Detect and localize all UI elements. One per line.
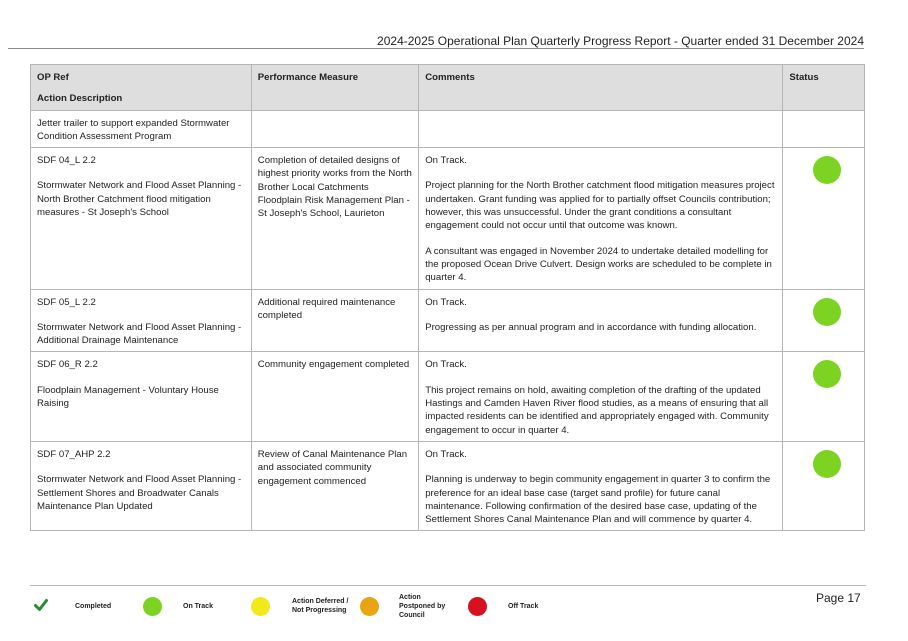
legend-deferred-icon <box>251 597 270 616</box>
legend-on-track-icon <box>143 597 162 616</box>
footer-divider <box>30 585 866 586</box>
col-header-performance-measure: Performance Measure <box>251 65 418 111</box>
action-description: Stormwater Network and Flood Asset Planning - Additional Drainage Maintenance <box>37 321 242 347</box>
on-track-status-icon <box>813 156 841 184</box>
performance-measure: Review of Canal Maintenance Plan and associated community engagement commenced <box>251 441 418 530</box>
on-track-status-icon <box>813 450 841 478</box>
status-cell <box>783 289 865 352</box>
performance-measure: Additional required maintenance completed <box>251 289 418 352</box>
legend-off-track-label: Off Track <box>508 603 539 610</box>
op-ref: SDF 07_AHP 2.2 <box>37 448 111 460</box>
legend-postponed-label: Action Postponed by Council <box>399 594 446 619</box>
legend-postponed-icon <box>360 597 379 616</box>
comment-status: On Track. <box>425 155 467 167</box>
status-cell <box>783 352 865 441</box>
legend-on-track-label: On Track <box>183 603 213 610</box>
action-cell <box>31 352 252 441</box>
op-ref: SDF 05_L 2.2 <box>37 296 96 308</box>
performance-measure: Community engagement completed <box>251 352 418 441</box>
comment-paragraph: Project planning for the North Brother catchment flood mitigation measures project undertaken. Grant funding was applied for to partially offset Councils contribution; however, this was unsuccessful. Under the grant conditions a consultant engagement could not occur until that outcome was known. <box>425 180 775 232</box>
comments-cell <box>419 289 783 352</box>
action-cell <box>31 289 252 352</box>
comment-status: On Track. <box>425 448 467 460</box>
comments-cell <box>419 352 783 441</box>
progress-table <box>30 64 865 531</box>
action-description: Floodplain Management - Voluntary House Raising <box>37 384 219 410</box>
legend-off-track-icon <box>468 597 487 616</box>
comment-status: On Track. <box>425 359 467 371</box>
action-cell <box>31 441 252 530</box>
op-ref: SDF 06_R 2.2 <box>37 359 98 371</box>
op-ref-header: OP Ref <box>37 72 69 83</box>
action-description-header: Action Description <box>37 93 123 105</box>
action-description: Stormwater Network and Flood Asset Planning - North Brother Catchment flood mitigation measures - St Joseph's School <box>37 180 242 219</box>
comments-cell <box>419 441 783 530</box>
legend-deferred-label: Action Deferred / Not Progressing <box>292 598 349 614</box>
continued-action-text: Jetter trailer to support expanded Stormwater Condition Assessment Program <box>31 110 252 148</box>
comments-cell <box>419 148 783 289</box>
completed-check-icon <box>34 598 48 612</box>
col-header-op-ref <box>31 65 252 111</box>
on-track-status-icon <box>813 298 841 326</box>
comment-paragraph: This project remains on hold, awaiting completion of the drafting of the updated Hastings and Camden Haven River flood studies, as a means of ensuring that all impacted residents can be identified and appropriately engaged with. Community engagement to occur in quarter 4. <box>425 384 769 436</box>
status-cell <box>783 441 865 530</box>
comment-paragraph: A consultant was engaged in November 2024 to undertake detailed modelling for the proposed Ocean Drive Culvert. Design works are scheduled to be complete in quarter 4. <box>425 245 772 284</box>
table-row-continued <box>31 110 865 148</box>
comment-paragraph: Progressing as per annual program and in accordance with funding allocation. <box>425 321 757 333</box>
comment-paragraph: Planning is underway to begin community engagement in quarter 3 to confirm the preference for an ideal base case (target sand profile) for future canal maintenance. Following confirmation of the desired base case, updating of the Settlement Shores Canal Maintenance Plan and will commence by quarter 4. <box>425 474 771 526</box>
table-header-row <box>31 65 865 111</box>
performance-measure: Completion of detailed designs of highest priority works from the North Brother Local Catchments Floodplain Risk Management Plan - St Joseph's School, Laurieton <box>251 148 418 289</box>
col-header-comments: Comments <box>419 65 783 111</box>
col-header-status: Status <box>783 65 865 111</box>
table-row <box>31 352 865 441</box>
on-track-status-icon <box>813 360 841 388</box>
legend-completed-label: Completed <box>75 603 112 610</box>
action-description: Stormwater Network and Flood Asset Planning - Settlement Shores and Broadwater Canals Maintenance Plan Updated <box>37 474 242 512</box>
report-title: 2024-2025 Operational Plan Quarterly Progress Report - Quarter ended 31 December 2024 <box>377 34 864 48</box>
status-cell <box>783 148 865 289</box>
comment-status: On Track. <box>425 296 467 308</box>
header-divider <box>8 48 864 49</box>
table-row <box>31 441 865 530</box>
action-cell <box>31 148 252 289</box>
table-row <box>31 148 865 289</box>
page-number: Page 17 <box>816 591 861 605</box>
table-row <box>31 289 865 352</box>
op-ref: SDF 04_L 2.2 <box>37 155 96 167</box>
